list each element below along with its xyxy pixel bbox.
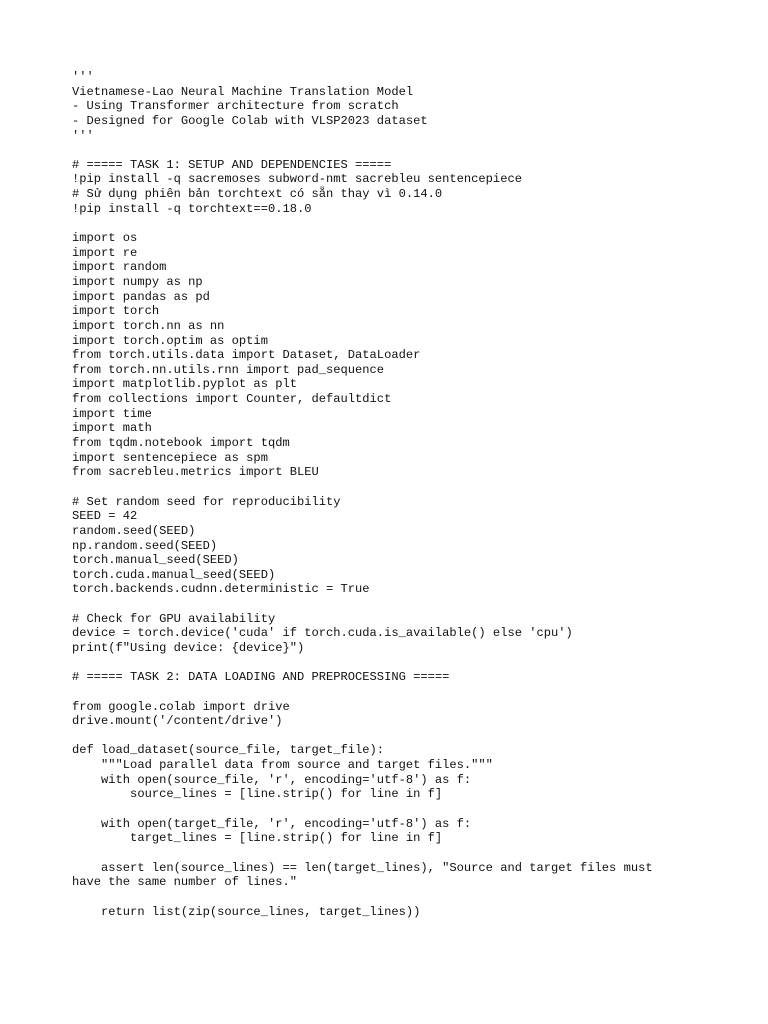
code-line: return list(zip(source_lines, target_lines)): [72, 904, 421, 919]
code-line: [72, 216, 692, 231]
code-line: with open(target_file, 'r', encoding='utf-8') as f:: [72, 816, 472, 831]
code-line: from sacrebleu.metrics import BLEU: [72, 465, 319, 480]
code-line: [72, 480, 692, 495]
code-line: import matplotlib.pyplot as plt: [72, 377, 297, 392]
code-line: [72, 143, 692, 158]
code-line: random.seed(SEED): [72, 523, 196, 538]
code-line: # ===== TASK 2: DATA LOADING AND PREPROCESSING =====: [72, 670, 450, 685]
code-line: [72, 685, 692, 700]
code-line: import random: [72, 260, 167, 275]
code-line: import numpy as np: [72, 274, 203, 289]
code-line: from google.colab import drive: [72, 699, 290, 714]
code-line: import time: [72, 406, 152, 421]
code-line: target_lines = [line.strip() for line in f]: [72, 831, 443, 846]
code-line: from torch.utils.data import Dataset, DataLoader: [72, 348, 421, 363]
code-line: import sentencepiece as spm: [72, 450, 268, 465]
code-line: ''': [72, 70, 94, 84]
code-line: - Using Transformer architecture from scratch: [72, 99, 399, 114]
code-listing: [72, 70, 692, 919]
code-line: [72, 890, 692, 905]
code-line: !pip install -q torchtext==0.18.0: [72, 201, 312, 216]
code-line: import math: [72, 421, 152, 436]
code-line: ''': [72, 128, 94, 143]
code-line: import torch.optim as optim: [72, 333, 268, 348]
code-line: import torch: [72, 304, 160, 319]
code-line: from tqdm.notebook import tqdm: [72, 436, 290, 451]
code-line: # Check for GPU availability: [72, 611, 276, 626]
code-line: # Set random seed for reproducibility: [72, 494, 341, 509]
code-line: [72, 729, 692, 744]
code-line: torch.manual_seed(SEED): [72, 553, 239, 568]
code-line: import torch.nn as nn: [72, 318, 225, 333]
code-line: - Designed for Google Colab with VLSP2023 dataset: [72, 113, 428, 128]
code-line: with open(source_file, 'r', encoding='utf-8') as f:: [72, 772, 472, 787]
code-line: assert len(source_lines) == len(target_lines), "Source and target files must: [72, 860, 653, 875]
code-line: Vietnamese-Lao Neural Machine Translation Model: [72, 84, 414, 99]
code-line: # ===== TASK 1: SETUP AND DEPENDENCIES =====: [72, 157, 392, 172]
code-line: from collections import Counter, defaultdict: [72, 392, 392, 407]
code-line: np.random.seed(SEED): [72, 538, 218, 553]
code-line: device = torch.device('cuda' if torch.cuda.is_available() else 'cpu'): [72, 626, 573, 641]
code-line: [72, 802, 692, 817]
code-line: [72, 597, 692, 612]
code-line: drive.mount('/content/drive'): [72, 714, 283, 729]
code-line: !pip install -q sacremoses subword-nmt sacrebleu sentencepiece: [72, 172, 522, 187]
code-line: SEED = 42: [72, 509, 138, 524]
code-line: torch.cuda.manual_seed(SEED): [72, 567, 276, 582]
code-line: torch.backends.cudnn.deterministic = True: [72, 582, 370, 597]
code-line: from torch.nn.utils.rnn import pad_sequence: [72, 362, 385, 377]
code-line: """Load parallel data from source and target files.""": [72, 758, 493, 773]
code-line: source_lines = [line.strip() for line in f]: [72, 787, 443, 802]
code-line: import re: [72, 245, 138, 260]
code-line: [72, 656, 692, 671]
code-line: def load_dataset(source_file, target_file):: [72, 743, 385, 758]
code-line: have the same number of lines.": [72, 875, 297, 890]
code-line: print(f"Using device: {device}"): [72, 640, 305, 655]
code-line: import pandas as pd: [72, 289, 210, 304]
code-line: import os: [72, 231, 138, 246]
code-line: # Sử dụng phiên bản torchtext có sẵn thay vì 0.14.0: [72, 187, 443, 202]
code-line: [72, 846, 692, 861]
